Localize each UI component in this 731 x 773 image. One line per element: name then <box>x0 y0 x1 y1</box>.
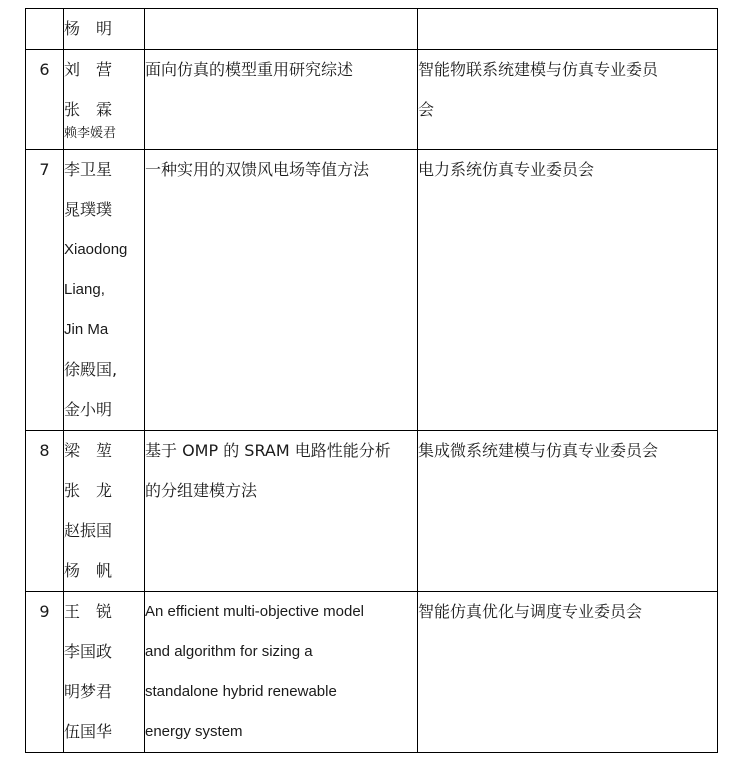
table-row <box>26 150 718 431</box>
paper-title-line: 的分组建模方法 <box>145 481 258 500</box>
committee-cell <box>418 592 718 753</box>
paper-title-cell <box>145 592 418 753</box>
paper-title-line: standalone hybrid renewable <box>145 683 337 700</box>
author-name: 杨 明 <box>64 19 113 38</box>
authors-cell <box>64 50 145 150</box>
author-name: 李国政 <box>64 642 113 661</box>
author-name: Xiaodong <box>64 241 128 258</box>
authors-cell <box>64 150 145 431</box>
row-number-cell: 9 <box>26 592 64 753</box>
authors-cell <box>64 9 145 50</box>
author-name: 赵振国 <box>64 521 113 540</box>
author-name: 金小明 <box>64 400 113 419</box>
paper-title-cell <box>145 431 418 592</box>
author-name: 明梦君 <box>64 682 113 701</box>
paper-title-cell <box>145 9 418 50</box>
author-name: 王 锐 <box>64 602 113 621</box>
committee-cell <box>418 50 718 150</box>
author-name: 杨 帆 <box>64 561 113 580</box>
paper-title-line: An efficient multi-objective model <box>145 603 364 620</box>
author-name: 晁璞璞 <box>64 200 113 219</box>
row-number-cell <box>26 9 64 50</box>
paper-title-line: 面向仿真的模型重用研究综述 <box>145 60 354 79</box>
author-name: 梁 堃 <box>64 441 113 460</box>
committee-cell <box>418 431 718 592</box>
committee-line: 集成微系统建模与仿真专业委员会 <box>418 441 659 460</box>
committee-line: 智能仿真优化与调度专业委员会 <box>418 602 643 621</box>
paper-title-line: 基于 OMP 的 SRAM 电路性能分析 <box>145 441 391 460</box>
author-name: Liang, <box>64 281 105 298</box>
authors-cell <box>64 431 145 592</box>
table-row <box>26 431 718 592</box>
paper-title-cell <box>145 50 418 150</box>
committee-cell <box>418 150 718 431</box>
author-name: 伍国华 <box>64 722 113 741</box>
paper-title-cell <box>145 150 418 431</box>
authors-cell <box>64 592 145 753</box>
row-number-cell: 8 <box>26 431 64 592</box>
author-name: Jin Ma <box>64 321 109 338</box>
row-number-cell: 6 <box>26 50 64 150</box>
committee-cell <box>418 9 718 50</box>
author-name: 张 霖 <box>64 100 113 119</box>
paper-title-line: energy system <box>145 723 243 740</box>
committee-line: 会 <box>418 100 435 119</box>
paper-title-line: and algorithm for sizing a <box>145 643 313 660</box>
table-row <box>26 50 718 150</box>
table-row <box>26 9 718 50</box>
committee-line: 智能物联系统建模与仿真专业委员 <box>418 60 659 79</box>
paper-title-line: 一种实用的双馈风电场等值方法 <box>145 160 370 179</box>
awards-table <box>25 8 718 753</box>
author-name: 徐殿国, <box>64 360 118 379</box>
row-number-cell: 7 <box>26 150 64 431</box>
author-name: 刘 营 <box>64 60 113 79</box>
author-name: 张 龙 <box>64 481 113 500</box>
committee-line: 电力系统仿真专业委员会 <box>418 160 595 179</box>
author-name: 赖李媛君 <box>64 126 117 141</box>
table-row <box>26 592 718 753</box>
author-name: 李卫星 <box>64 160 113 179</box>
